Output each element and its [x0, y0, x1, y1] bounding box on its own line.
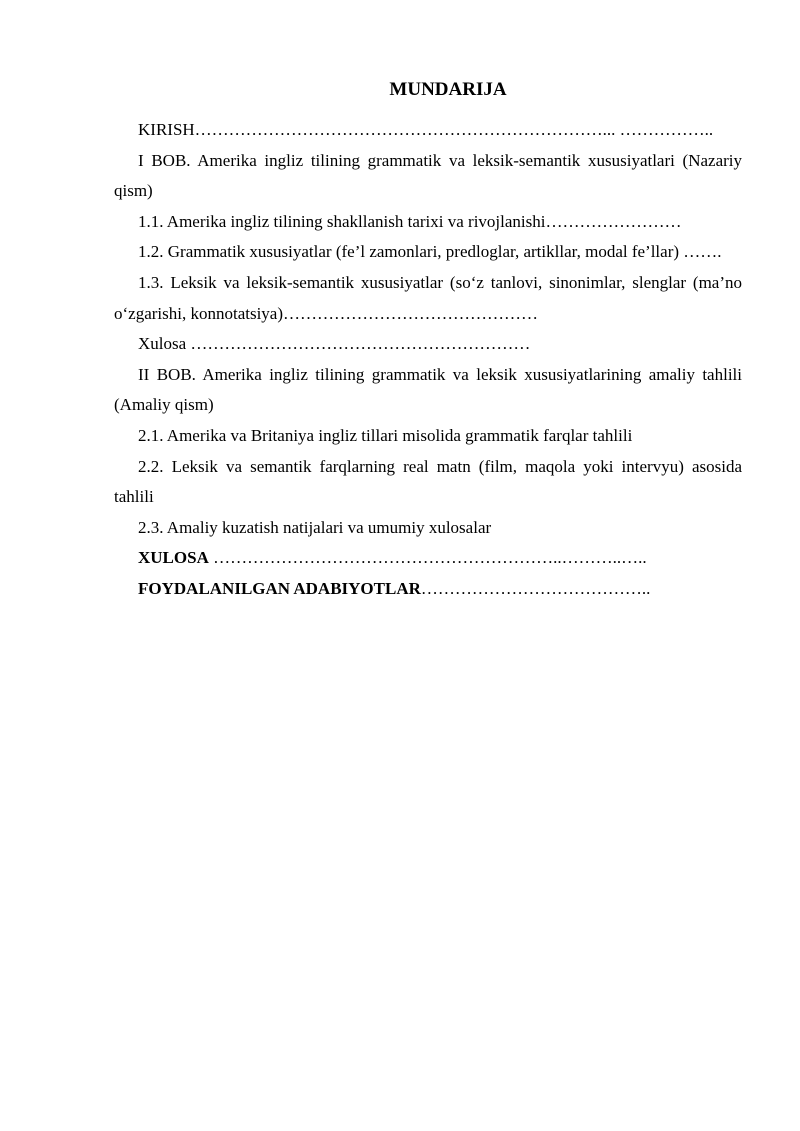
document-title: MUNDARIJA: [389, 79, 507, 100]
toc-entry-text: I BOB. Amerika ingliz tilining grammatik va leksik-semantik xususiyatlari (Nazariy qism): [114, 150, 742, 201]
toc-entry-bibliography: [114, 574, 742, 605]
toc-entry-chapter-2: [114, 360, 742, 421]
toc-entry-2-2: [114, 452, 742, 513]
toc-entry-label: XULOSA: [138, 548, 209, 568]
toc-entry-chapter-1: [114, 146, 742, 207]
toc-entry-label: FOYDALANILGAN ADABIYOTLAR: [138, 578, 421, 598]
toc-entry-1-2: [114, 237, 742, 268]
toc-entry-1-1: [114, 207, 742, 238]
toc-entry-text: KIRISH………………………………………………………………... ……………..: [138, 120, 714, 139]
toc-entry-leader: …………………………………..: [420, 578, 651, 598]
toc-entry-xulosa-1: [114, 329, 742, 360]
document-page: [114, 76, 742, 605]
toc-entry-text: Xulosa ……………………………………………………: [138, 334, 531, 354]
toc-entry-text: 2.1. Amerika va Britaniya ingliz tillari misolida grammatik farqlar tahlili: [138, 425, 633, 445]
toc-entry-conclusion: [114, 543, 742, 574]
toc-entry-text: 1.2. Grammatik xususiyatlar (fe’l zamonlari, predloglar, artikllar, modal fe’llar) …….: [138, 242, 722, 262]
toc-entry-text: 1.1. Amerika ingliz tilining shakllanish tarixi va rivojlanishi……………………: [138, 211, 682, 231]
toc-entry-text: II BOB. Amerika ingliz tilining grammatik va leksik xususiyatlarining amaliy tahlili (Amaliy qism): [114, 364, 742, 415]
toc-entry-text: 2.2. Leksik va semantik farqlarning real matn (film, maqola yoki intervyu) asosida tahlili: [114, 456, 742, 507]
toc-entry-2-1: [114, 421, 742, 452]
toc-entry-1-3: [114, 268, 742, 329]
toc-entry-text: 2.3. Amaliy kuzatish natijalari va umumiy xulosalar: [138, 517, 492, 537]
toc-entry-kirish: [114, 115, 742, 146]
toc-entry-leader: ……………………………………………………..………..…..: [208, 548, 647, 568]
toc-entry-2-3: [114, 513, 742, 544]
toc-entry-text: 1.3. Leksik va leksik-semantik xususiyatlar (so‘z tanlovi, sinonimlar, slenglar (ma’no o‘zgarishi, konnotatsiya)………………………………………: [114, 272, 742, 323]
